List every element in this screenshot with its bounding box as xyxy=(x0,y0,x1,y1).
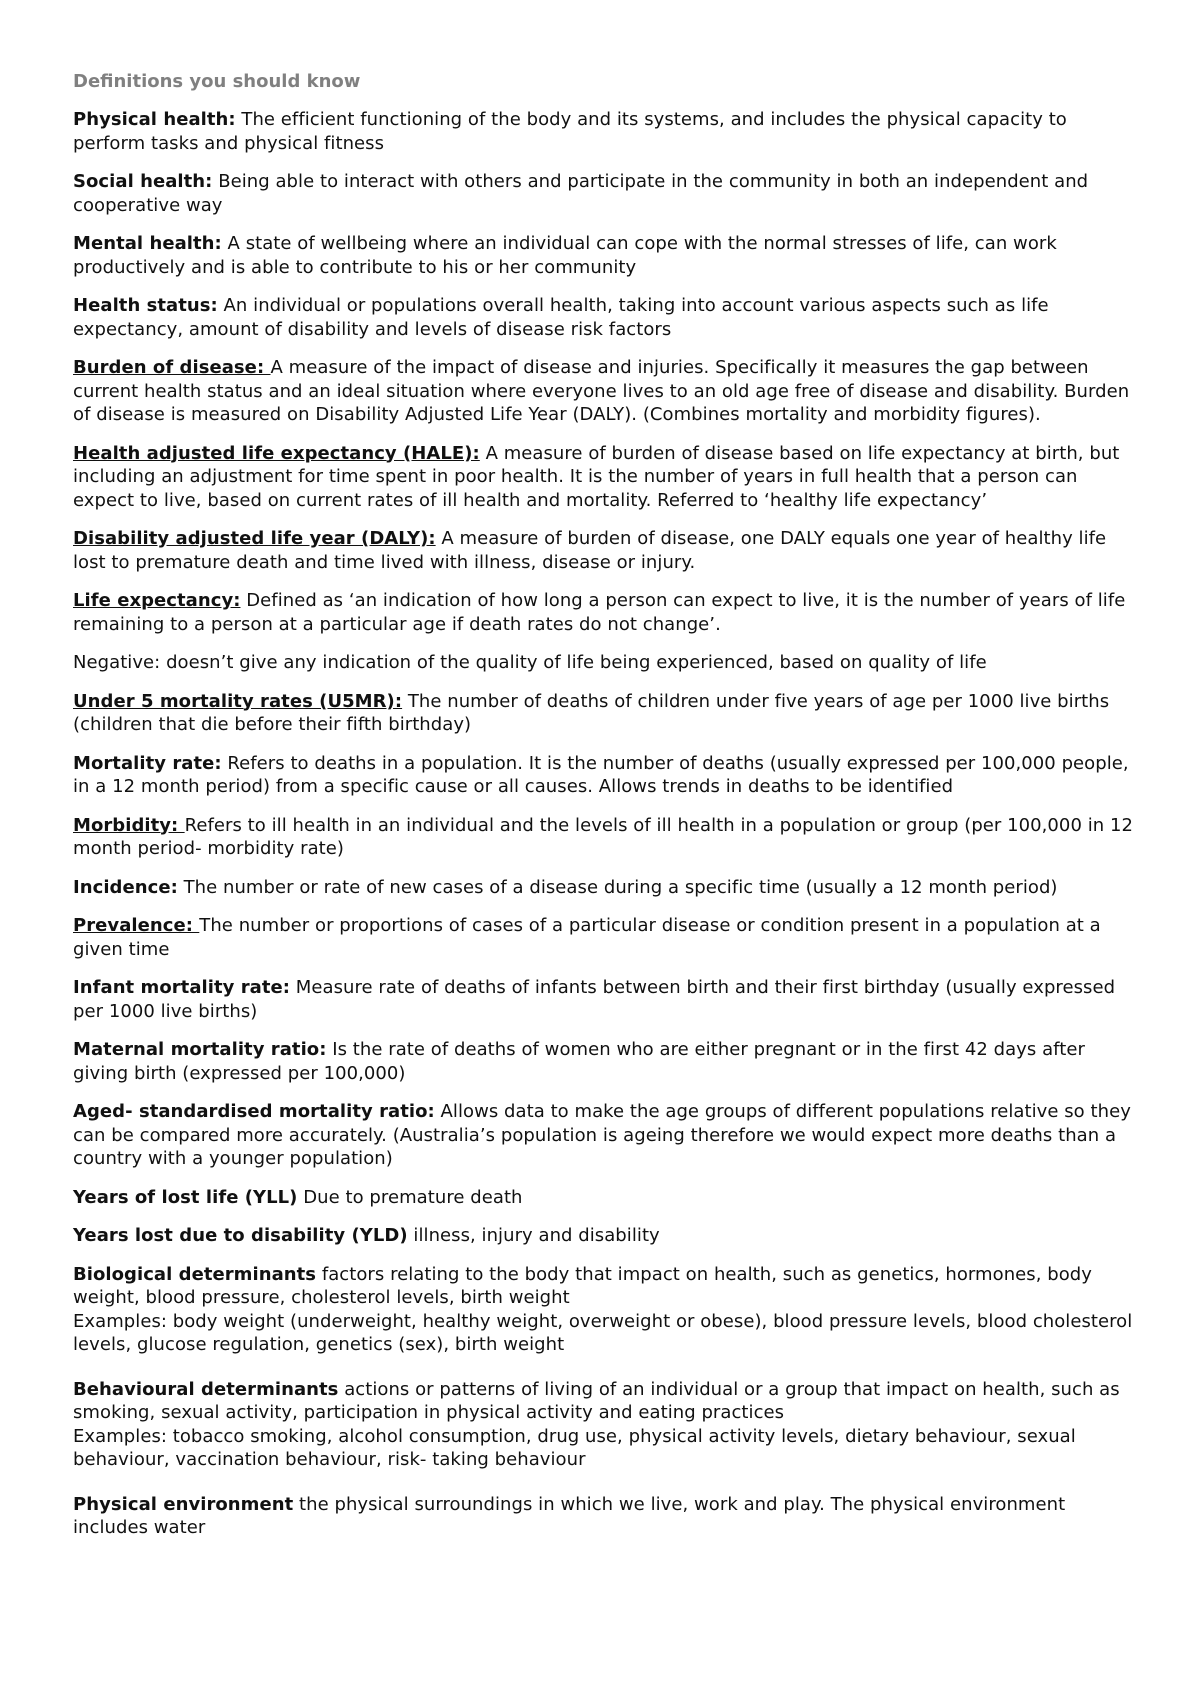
term-label: Health status: xyxy=(73,295,218,316)
definition-text: A state of wellbeing where an individual can cope with the normal stresses of life, can work productively and is able to contribute to his or her community xyxy=(73,233,1057,278)
definition-text: the physical surroundings in which we live, work and play. The physical environment includes water xyxy=(73,1493,1066,1538)
definition-text: An individual or populations overall health, taking into account various aspects such as life expectancy, amount of disability and levels of disease risk factors xyxy=(73,295,1049,340)
definition-text: Is the rate of deaths of women who are either pregnant or in the first 42 days after giving birth (expressed per 100,000) xyxy=(73,1039,1085,1084)
definition-physical-health xyxy=(73,108,1143,155)
definition-incidence xyxy=(73,876,1143,900)
definition-text: The efficient functioning of the body and its systems, and includes the physical capacity to perform tasks and physical fitness xyxy=(73,109,1067,154)
definition-text: factors relating to the body that impact on health, such as genetics, hormones, body weight, blood pressure, cholesterol levels, birth weight xyxy=(73,1263,1092,1308)
term-label: Burden of disease: xyxy=(73,357,271,378)
definition-life-expectancy xyxy=(73,589,1143,636)
definition-infant-mortality-rate xyxy=(73,976,1143,1023)
definition-text: actions or patterns of living of an individual or a group that impact on health, such as smoking, sexual activity, participation in physical activity and eating practices xyxy=(73,1378,1120,1423)
definition-daly xyxy=(73,527,1143,574)
definition-text: Refers to deaths in a population. It is the number of deaths (usually expressed per 100,000 people, in a 12 month period) from a specific cause or all causes. Allows trends in deaths to be identified xyxy=(73,752,1129,797)
term-label: Aged- standardised mortality ratio: xyxy=(73,1101,435,1122)
definition-hale xyxy=(73,442,1143,513)
definition-yld xyxy=(73,1224,1143,1248)
definition-mortality-rate xyxy=(73,752,1143,799)
definition-mental-health xyxy=(73,232,1143,279)
definition-burden-of-disease xyxy=(73,356,1143,427)
definition-behavioural-determinants xyxy=(73,1378,1143,1472)
definition-text: illness, injury and disability xyxy=(407,1225,660,1246)
term-label: Mental health: xyxy=(73,233,222,254)
document-body xyxy=(73,70,1143,1555)
definition-age-standardised-mortality xyxy=(73,1100,1143,1171)
definition-text: A measure of the impact of disease and injuries. Specifically it measures the gap between current health status and an ideal situation where everyone lives to an old age free of disease and disability. Burden of disease is measured on Disability Adjusted Life Year (DALY). (Combines mortality and morbidity figures). xyxy=(73,357,1130,425)
term-label: Years lost due to disability (YLD) xyxy=(73,1225,408,1246)
term-label: Morbidity: xyxy=(73,814,185,836)
term-label: Behavioural determinants xyxy=(73,1378,339,1400)
definition-biological-determinants xyxy=(73,1263,1143,1357)
definition-physical-environment xyxy=(73,1493,1143,1540)
term-label: Physical environment xyxy=(73,1493,294,1515)
note-life-expectancy-negative xyxy=(73,651,1143,675)
definition-text: Measure rate of deaths of infants between birth and their first birthday (usually expressed per 1000 live births) xyxy=(73,977,1116,1022)
definition-text: Being able to interact with others and participate in the community in both an independent and cooperative way xyxy=(73,171,1089,216)
term-label: Health adjusted life expectancy (HALE): xyxy=(73,442,480,464)
definition-u5mr xyxy=(73,690,1143,737)
term-label: Biological determinants xyxy=(73,1263,317,1285)
definition-text: Allows data to make the age groups of different populations relative so they can be compared more accurately. (Australia’s population is ageing therefore we would expect more deaths than a country with a younger population) xyxy=(73,1101,1131,1169)
definition-text: A measure of burden of disease, one DALY equals one year of healthy life lost to premature death and time lived with illness, disease or injury. xyxy=(73,528,1107,573)
definition-text: Refers to ill health in an individual and the levels of ill health in a population or group (per 100,000 in 12 month period- morbidity rate) xyxy=(73,814,1133,859)
definition-maternal-mortality-ratio xyxy=(73,1038,1143,1085)
term-label: Years of lost life (YLL) xyxy=(73,1186,298,1208)
definition-text: The number or rate of new cases of a disease during a specific time (usually a 12 month period) xyxy=(177,876,1058,898)
definition-text: Due to premature death xyxy=(297,1186,523,1208)
term-label: Social health: xyxy=(73,171,213,192)
term-label: Infant mortality rate: xyxy=(73,977,291,998)
term-label: Maternal mortality ratio: xyxy=(73,1039,327,1060)
term-label: Disability adjusted life year (DALY): xyxy=(73,528,436,549)
term-label: Mortality rate: xyxy=(73,752,222,774)
definition-prevalence xyxy=(73,914,1143,961)
examples-text: Examples: tobacco smoking, alcohol consumption, drug use, physical activity levels, dietary behaviour, sexual behaviour, vaccination behaviour, risk- taking behaviour xyxy=(73,1425,1076,1470)
examples-text: Examples: body weight (underweight, healthy weight, overweight or obese), blood pressure levels, blood cholesterol levels, glucose regulation, genetics (sex), birth weight xyxy=(73,1310,1133,1355)
definition-text: A measure of burden of disease based on life expectancy at birth, but including an adjustment for time spent in poor health. It is the number of years in full health that a person can expect to live, based on current rates of ill health and mortality. Referred to ‘healthy life expectancy’ xyxy=(73,442,1120,511)
definition-text: The number or proportions of cases of a particular disease or condition present in a population at a given time xyxy=(73,915,1101,960)
definition-morbidity xyxy=(73,814,1143,861)
term-label: Incidence: xyxy=(73,876,178,898)
definition-text: Defined as ‘an indication of how long a person can expect to live, it is the number of years of life remaining to a person at a particular age if death rates do not change’. xyxy=(73,590,1126,635)
definition-social-health xyxy=(73,170,1143,217)
term-label: Under 5 mortality rates (U5MR): xyxy=(73,690,403,712)
note-text: Negative: doesn’t give any indication of the quality of life being experienced, based on quality of life xyxy=(73,652,987,673)
page-heading: Definitions you should know xyxy=(73,71,361,92)
definition-text: The number of deaths of children under five years of age per 1000 live births (children that die before their fifth birthday) xyxy=(73,690,1110,735)
term-label: Life expectancy: xyxy=(73,590,241,611)
term-label: Physical health: xyxy=(73,109,236,130)
definition-yll xyxy=(73,1186,1143,1210)
definition-health-status xyxy=(73,294,1143,341)
term-label: Prevalence: xyxy=(73,915,200,936)
